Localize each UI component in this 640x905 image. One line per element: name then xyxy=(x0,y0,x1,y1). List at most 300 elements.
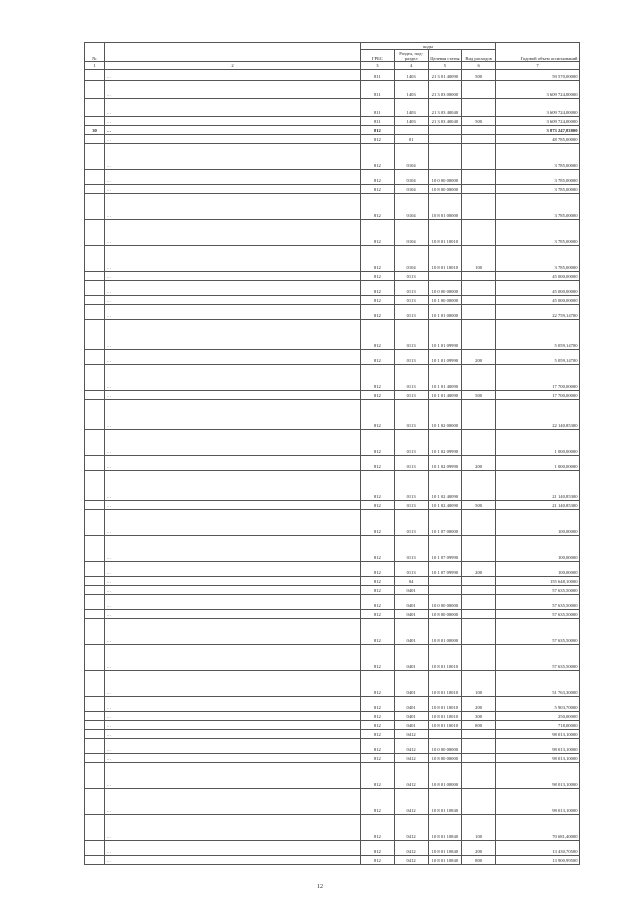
row-razdel: 0113 xyxy=(394,271,428,280)
row-razdel: 0113 xyxy=(394,429,428,455)
row-name: … xyxy=(105,304,361,319)
table-row xyxy=(85,390,580,399)
row-sum: 100,00000 xyxy=(496,561,580,576)
row-grbs: 812 xyxy=(361,814,395,840)
row-razdel: 0401 xyxy=(394,720,428,729)
row-grbs: 812 xyxy=(361,535,395,561)
row-number xyxy=(85,429,105,455)
row-cs: 10 8 01 10010 xyxy=(428,696,462,711)
row-sum: 718,00000 xyxy=(496,720,580,729)
row-number xyxy=(85,594,105,609)
row-razdel: 0113 xyxy=(394,304,428,319)
row-vid: 100 xyxy=(462,245,496,271)
row-vid xyxy=(462,535,496,561)
row-sum: 57 635,50000 xyxy=(496,585,580,594)
row-vid xyxy=(462,304,496,319)
row-name: … xyxy=(105,219,361,245)
row-name: … xyxy=(105,720,361,729)
row-grbs: 812 xyxy=(361,696,395,711)
row-sum: 3 785,00000 xyxy=(496,193,580,219)
row-name: … xyxy=(105,814,361,840)
row-name: … xyxy=(105,500,361,509)
row-grbs: 812 xyxy=(361,271,395,280)
table-row xyxy=(85,193,580,219)
row-vid xyxy=(462,125,496,134)
row-name: … xyxy=(105,618,361,644)
row-sum: 13 900,99500 xyxy=(496,855,580,864)
row-number xyxy=(85,455,105,470)
table-row xyxy=(85,644,580,670)
row-razdel: 0113 xyxy=(394,455,428,470)
row-sum: 98 013,10000 xyxy=(496,762,580,788)
table-row xyxy=(85,319,580,349)
row-vid: 200 xyxy=(462,561,496,576)
row-razdel: 0412 xyxy=(394,814,428,840)
table-row xyxy=(85,169,580,184)
row-grbs: 812 xyxy=(361,738,395,753)
table-row xyxy=(85,364,580,390)
col-razdel-header: Раздел, под-раздел xyxy=(394,50,428,62)
row-name: … xyxy=(105,271,361,280)
row-razdel: 1403 xyxy=(394,116,428,125)
row-cs: 10 8 01 00000 xyxy=(428,193,462,219)
row-razdel: 0104 xyxy=(394,193,428,219)
row-grbs: 812 xyxy=(361,729,395,738)
row-number xyxy=(85,576,105,585)
row-vid xyxy=(462,184,496,193)
row-cs: 10 1 00 00000 xyxy=(428,295,462,304)
row-name: … xyxy=(105,585,361,594)
row-vid xyxy=(462,134,496,143)
table-row xyxy=(85,429,580,455)
row-razdel: 0401 xyxy=(394,670,428,696)
row-grbs: 812 xyxy=(361,470,395,500)
row-razdel: 0113 xyxy=(394,364,428,390)
row-name: … xyxy=(105,193,361,219)
row-grbs: 812 xyxy=(361,319,395,349)
row-name: … xyxy=(105,729,361,738)
row-number xyxy=(85,585,105,594)
table-row xyxy=(85,500,580,509)
row-cs: 10 1 02 00000 xyxy=(428,399,462,429)
row-cs xyxy=(428,729,462,738)
row-razdel: 0412 xyxy=(394,855,428,864)
table-row xyxy=(85,753,580,762)
table-row xyxy=(85,814,580,840)
col-name-header xyxy=(105,43,361,62)
col-index: 7 xyxy=(496,62,580,69)
row-vid xyxy=(462,509,496,535)
row-razdel: 0104 xyxy=(394,169,428,184)
col-grbs-header: ГРБС xyxy=(361,50,395,62)
row-cs: 10 8 01 10840 xyxy=(428,855,462,864)
row-razdel: 0104 xyxy=(394,184,428,193)
row-name: … xyxy=(105,561,361,576)
row-name: … xyxy=(105,80,361,98)
table-body xyxy=(85,69,580,864)
row-vid: 200 xyxy=(462,455,496,470)
row-number xyxy=(85,280,105,295)
row-vid xyxy=(462,98,496,116)
row-sum: 57 635,50000 xyxy=(496,644,580,670)
row-name: … xyxy=(105,349,361,364)
row-razdel: 0401 xyxy=(394,711,428,720)
row-razdel: 0401 xyxy=(394,644,428,670)
row-number xyxy=(85,364,105,390)
row-vid xyxy=(462,788,496,814)
table-row xyxy=(85,670,580,696)
col-index: 2 xyxy=(105,62,361,69)
row-cs xyxy=(428,585,462,594)
table-row xyxy=(85,729,580,738)
row-sum: 1 000,00000 xyxy=(496,455,580,470)
row-name: … xyxy=(105,134,361,143)
row-vid: 100 xyxy=(462,814,496,840)
row-cs: 10 1 02 09990 xyxy=(428,429,462,455)
row-name: … xyxy=(105,143,361,169)
row-cs: 10 1 07 09990 xyxy=(428,535,462,561)
row-sum: 13 430,70500 xyxy=(496,840,580,855)
row-grbs: 812 xyxy=(361,125,395,134)
row-cs: 10 8 00 00000 xyxy=(428,609,462,618)
row-razdel: 0104 xyxy=(394,219,428,245)
row-name: … xyxy=(105,364,361,390)
row-grbs: 812 xyxy=(361,219,395,245)
row-sum: 3 609 724,00000 xyxy=(496,116,580,125)
row-sum: 45 000,00000 xyxy=(496,295,580,304)
row-sum: 3 785,00000 xyxy=(496,143,580,169)
table-row xyxy=(85,840,580,855)
row-sum: 57 635,50000 xyxy=(496,618,580,644)
row-sum: 70 681,40000 xyxy=(496,814,580,840)
row-number xyxy=(85,500,105,509)
row-vid xyxy=(462,219,496,245)
row-razdel: 01 xyxy=(394,134,428,143)
table-row xyxy=(85,295,580,304)
row-grbs: 812 xyxy=(361,193,395,219)
row-vid xyxy=(462,319,496,349)
table-row xyxy=(85,509,580,535)
row-razdel: 0401 xyxy=(394,618,428,644)
row-number xyxy=(85,814,105,840)
table-row xyxy=(85,134,580,143)
row-sum: 98 013,10000 xyxy=(496,753,580,762)
row-cs xyxy=(428,576,462,585)
row-number xyxy=(85,193,105,219)
row-cs: 10 8 00 00000 xyxy=(428,753,462,762)
row-vid xyxy=(462,729,496,738)
table-row xyxy=(85,618,580,644)
row-name: … xyxy=(105,116,361,125)
row-razdel: 0401 xyxy=(394,594,428,609)
row-name: … xyxy=(105,429,361,455)
col-index: 1 xyxy=(85,62,105,69)
table-row xyxy=(85,711,580,720)
table-row xyxy=(85,245,580,271)
row-name: … xyxy=(105,295,361,304)
row-name: … xyxy=(105,245,361,271)
row-cs: 10 0 00 00000 xyxy=(428,594,462,609)
row-name: … xyxy=(105,788,361,814)
table-row xyxy=(85,98,580,116)
col-index: 6 xyxy=(462,62,496,69)
row-name: … xyxy=(105,644,361,670)
row-vid: 800 xyxy=(462,720,496,729)
row-vid: 500 xyxy=(462,116,496,125)
row-number xyxy=(85,711,105,720)
row-sum: 98 013,10000 xyxy=(496,729,580,738)
budget-table xyxy=(84,42,580,865)
row-vid: 500 xyxy=(462,390,496,399)
row-number xyxy=(85,219,105,245)
row-grbs: 812 xyxy=(361,788,395,814)
row-name: … xyxy=(105,711,361,720)
table-row xyxy=(85,788,580,814)
row-cs: 10 1 07 00000 xyxy=(428,509,462,535)
row-vid xyxy=(462,399,496,429)
row-sum: 5 903,70000 xyxy=(496,696,580,711)
row-number xyxy=(85,561,105,576)
row-vid xyxy=(462,280,496,295)
row-razdel: 0113 xyxy=(394,470,428,500)
row-razdel: 0113 xyxy=(394,390,428,399)
row-cs: 10 1 01 09990 xyxy=(428,349,462,364)
row-name: … xyxy=(105,753,361,762)
row-grbs: 811 xyxy=(361,80,395,98)
row-name: … xyxy=(105,69,361,80)
table-row xyxy=(85,184,580,193)
row-number xyxy=(85,762,105,788)
row-sum: 5 059,14700 xyxy=(496,349,580,364)
row-vid xyxy=(462,80,496,98)
table-row xyxy=(85,696,580,711)
row-razdel: 0401 xyxy=(394,609,428,618)
row-cs: 10 8 00 00000 xyxy=(428,184,462,193)
table-row xyxy=(85,720,580,729)
row-sum: 100,00000 xyxy=(496,509,580,535)
row-vid: 200 xyxy=(462,840,496,855)
row-cs: 21 3 03 40040 xyxy=(428,98,462,116)
row-sum: 22 140,85300 xyxy=(496,399,580,429)
row-sum: 57 635,50000 xyxy=(496,609,580,618)
row-sum: 3 609 724,00000 xyxy=(496,98,580,116)
row-razdel: 04 xyxy=(394,576,428,585)
row-number xyxy=(85,143,105,169)
row-number xyxy=(85,319,105,349)
row-vid xyxy=(462,585,496,594)
row-cs: 10 1 01 09990 xyxy=(428,319,462,349)
table-row xyxy=(85,762,580,788)
row-name: … xyxy=(105,576,361,585)
table-row xyxy=(85,125,580,134)
row-vid xyxy=(462,143,496,169)
row-cs: 21 3 03 00000 xyxy=(428,80,462,98)
table-row xyxy=(85,561,580,576)
row-grbs: 812 xyxy=(361,364,395,390)
row-grbs: 811 xyxy=(361,116,395,125)
table-row xyxy=(85,219,580,245)
row-sum: 21 140,85300 xyxy=(496,500,580,509)
table-row xyxy=(85,143,580,169)
row-number xyxy=(85,80,105,98)
row-vid: 500 xyxy=(462,500,496,509)
row-number xyxy=(85,696,105,711)
row-sum: 5 059,14700 xyxy=(496,319,580,349)
row-razdel: 0401 xyxy=(394,585,428,594)
row-sum: 98 013,10000 xyxy=(496,738,580,753)
row-razdel: 1403 xyxy=(394,69,428,80)
row-sum: 98 013,10000 xyxy=(496,788,580,814)
row-razdel: 0104 xyxy=(394,245,428,271)
row-number xyxy=(85,69,105,80)
row-sum: 45 000,00000 xyxy=(496,280,580,295)
row-vid xyxy=(462,762,496,788)
row-number xyxy=(85,304,105,319)
row-grbs: 812 xyxy=(361,720,395,729)
row-razdel: 0412 xyxy=(394,788,428,814)
row-cs: 10 1 07 09990 xyxy=(428,561,462,576)
row-grbs: 812 xyxy=(361,399,395,429)
row-razdel xyxy=(394,125,428,134)
row-number xyxy=(85,509,105,535)
row-sum: 3 785,00000 xyxy=(496,184,580,193)
row-number: 30 xyxy=(85,125,105,134)
row-grbs: 812 xyxy=(361,304,395,319)
row-grbs: 812 xyxy=(361,618,395,644)
row-cs: 10 8 01 00000 xyxy=(428,618,462,644)
row-grbs: 812 xyxy=(361,753,395,762)
row-vid xyxy=(462,429,496,455)
row-razdel: 0412 xyxy=(394,753,428,762)
row-razdel: 0113 xyxy=(394,509,428,535)
row-grbs: 812 xyxy=(361,762,395,788)
row-grbs: 812 xyxy=(361,455,395,470)
row-number xyxy=(85,116,105,125)
row-number xyxy=(85,390,105,399)
row-cs: 10 8 01 10840 xyxy=(428,840,462,855)
row-razdel: 0113 xyxy=(394,561,428,576)
row-grbs: 812 xyxy=(361,855,395,864)
row-cs: 10 8 01 00000 xyxy=(428,762,462,788)
table-row xyxy=(85,609,580,618)
row-razdel: 0412 xyxy=(394,762,428,788)
row-number xyxy=(85,855,105,864)
row-cs: 10 1 02 09990 xyxy=(428,455,462,470)
table-row xyxy=(85,470,580,500)
table-row xyxy=(85,349,580,364)
row-vid xyxy=(462,271,496,280)
row-razdel: 0412 xyxy=(394,729,428,738)
row-number xyxy=(85,753,105,762)
row-cs: 10 8 01 10010 xyxy=(428,644,462,670)
row-cs: 21 3 03 40040 xyxy=(428,116,462,125)
row-razdel: 0104 xyxy=(394,143,428,169)
row-vid: 100 xyxy=(462,670,496,696)
row-vid xyxy=(462,644,496,670)
row-grbs: 811 xyxy=(361,69,395,80)
row-sum: 1 000,00000 xyxy=(496,429,580,455)
row-razdel: 0412 xyxy=(394,738,428,753)
row-sum: 21 140,85300 xyxy=(496,470,580,500)
row-number xyxy=(85,729,105,738)
row-name: … xyxy=(105,670,361,696)
row-name: … xyxy=(105,125,361,134)
row-number xyxy=(85,788,105,814)
table-row xyxy=(85,585,580,594)
row-name: … xyxy=(105,280,361,295)
row-name: … xyxy=(105,594,361,609)
row-razdel: 0113 xyxy=(394,295,428,304)
row-grbs: 812 xyxy=(361,576,395,585)
row-vid xyxy=(462,594,496,609)
col-cs-header: Целевая статья xyxy=(428,50,462,62)
row-cs: 10 0 00 00000 xyxy=(428,738,462,753)
row-cs: 21 3 01 40090 xyxy=(428,69,462,80)
row-number xyxy=(85,738,105,753)
row-name: … xyxy=(105,509,361,535)
row-cs: 10 8 01 10010 xyxy=(428,711,462,720)
row-sum: 45 000,00000 xyxy=(496,271,580,280)
row-name: … xyxy=(105,319,361,349)
row-cs: 10 8 01 10010 xyxy=(428,245,462,271)
table-row xyxy=(85,738,580,753)
row-razdel: 0113 xyxy=(394,280,428,295)
col-index: 5 xyxy=(428,62,462,69)
row-number xyxy=(85,618,105,644)
table-row xyxy=(85,576,580,585)
row-name: … xyxy=(105,470,361,500)
table-row xyxy=(85,80,580,98)
row-vid xyxy=(462,753,496,762)
row-number xyxy=(85,184,105,193)
table-row xyxy=(85,455,580,470)
row-grbs: 812 xyxy=(361,644,395,670)
row-cs xyxy=(428,134,462,143)
row-cs: 10 8 01 10840 xyxy=(428,788,462,814)
row-razdel: 0412 xyxy=(394,840,428,855)
row-razdel: 0401 xyxy=(394,696,428,711)
row-cs: 10 8 01 10010 xyxy=(428,720,462,729)
row-sum: 100,00000 xyxy=(496,535,580,561)
row-cs xyxy=(428,143,462,169)
row-vid xyxy=(462,738,496,753)
row-razdel: 1403 xyxy=(394,80,428,98)
row-sum: 17 700,00000 xyxy=(496,390,580,399)
row-grbs: 812 xyxy=(361,295,395,304)
col-index: 4 xyxy=(394,62,428,69)
row-number xyxy=(85,295,105,304)
table-row xyxy=(85,69,580,80)
row-name: … xyxy=(105,855,361,864)
row-razdel: 0113 xyxy=(394,399,428,429)
row-name: … xyxy=(105,98,361,116)
row-name: … xyxy=(105,390,361,399)
row-number xyxy=(85,720,105,729)
table-row xyxy=(85,116,580,125)
row-grbs: 812 xyxy=(361,184,395,193)
table-row xyxy=(85,855,580,864)
row-number xyxy=(85,470,105,500)
row-name: … xyxy=(105,696,361,711)
row-grbs: 812 xyxy=(361,500,395,509)
col-num-header: № xyxy=(85,43,105,62)
row-grbs: 811 xyxy=(361,98,395,116)
table-row xyxy=(85,304,580,319)
row-grbs: 812 xyxy=(361,585,395,594)
row-grbs: 812 xyxy=(361,711,395,720)
row-name: … xyxy=(105,609,361,618)
row-vid: 800 xyxy=(462,855,496,864)
